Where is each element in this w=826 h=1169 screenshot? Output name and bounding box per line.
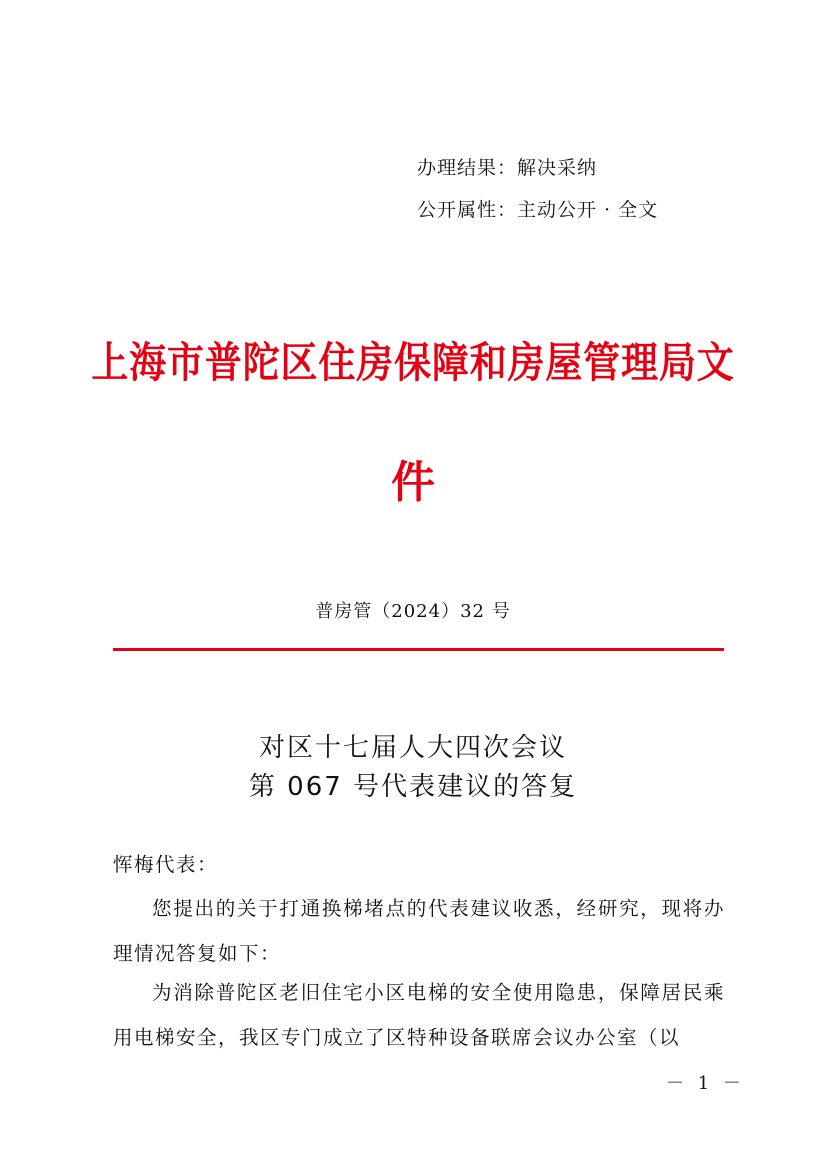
- salutation: 恽梅代表：: [113, 853, 219, 876]
- disclosure-attribute: [417, 195, 658, 222]
- issuer-title-line2: 件: [391, 457, 435, 508]
- body-paragraph-1: [113, 886, 725, 976]
- body-paragraph-1-text: 您提出的关于打通换梯堵点的代表建议收悉，经研究，现将办理情况答复如下：: [113, 897, 725, 965]
- subject-title-line1: 对区十七届人大四次会议: [258, 733, 567, 763]
- subject-title-line2: 第 067 号代表建议的答复: [248, 772, 578, 802]
- disclosure-attribute-value: 主动公开 · 全文: [517, 199, 659, 221]
- disclosure-attribute-label: 公开属性：: [417, 199, 518, 221]
- document-number: 普房管（2024）32 号: [315, 601, 511, 622]
- body-paragraph-2: [113, 970, 725, 1060]
- handling-result-label: 办理结果：: [417, 157, 518, 179]
- red-separator-rule: [113, 648, 724, 651]
- page-number: － 1 －: [666, 1073, 745, 1094]
- issuer-title-line1: 上海市普陀区住房保障和房屋管理局文: [91, 338, 735, 387]
- body-paragraph-2-text: 为消除普陀区老旧住宅小区电梯的安全使用隐患，保障居民乘用电梯安全，我区专门成立了区特种设备联席会议办公室（以: [113, 981, 725, 1049]
- handling-result: [417, 153, 597, 180]
- handling-result-value: 解决采纳: [517, 157, 598, 179]
